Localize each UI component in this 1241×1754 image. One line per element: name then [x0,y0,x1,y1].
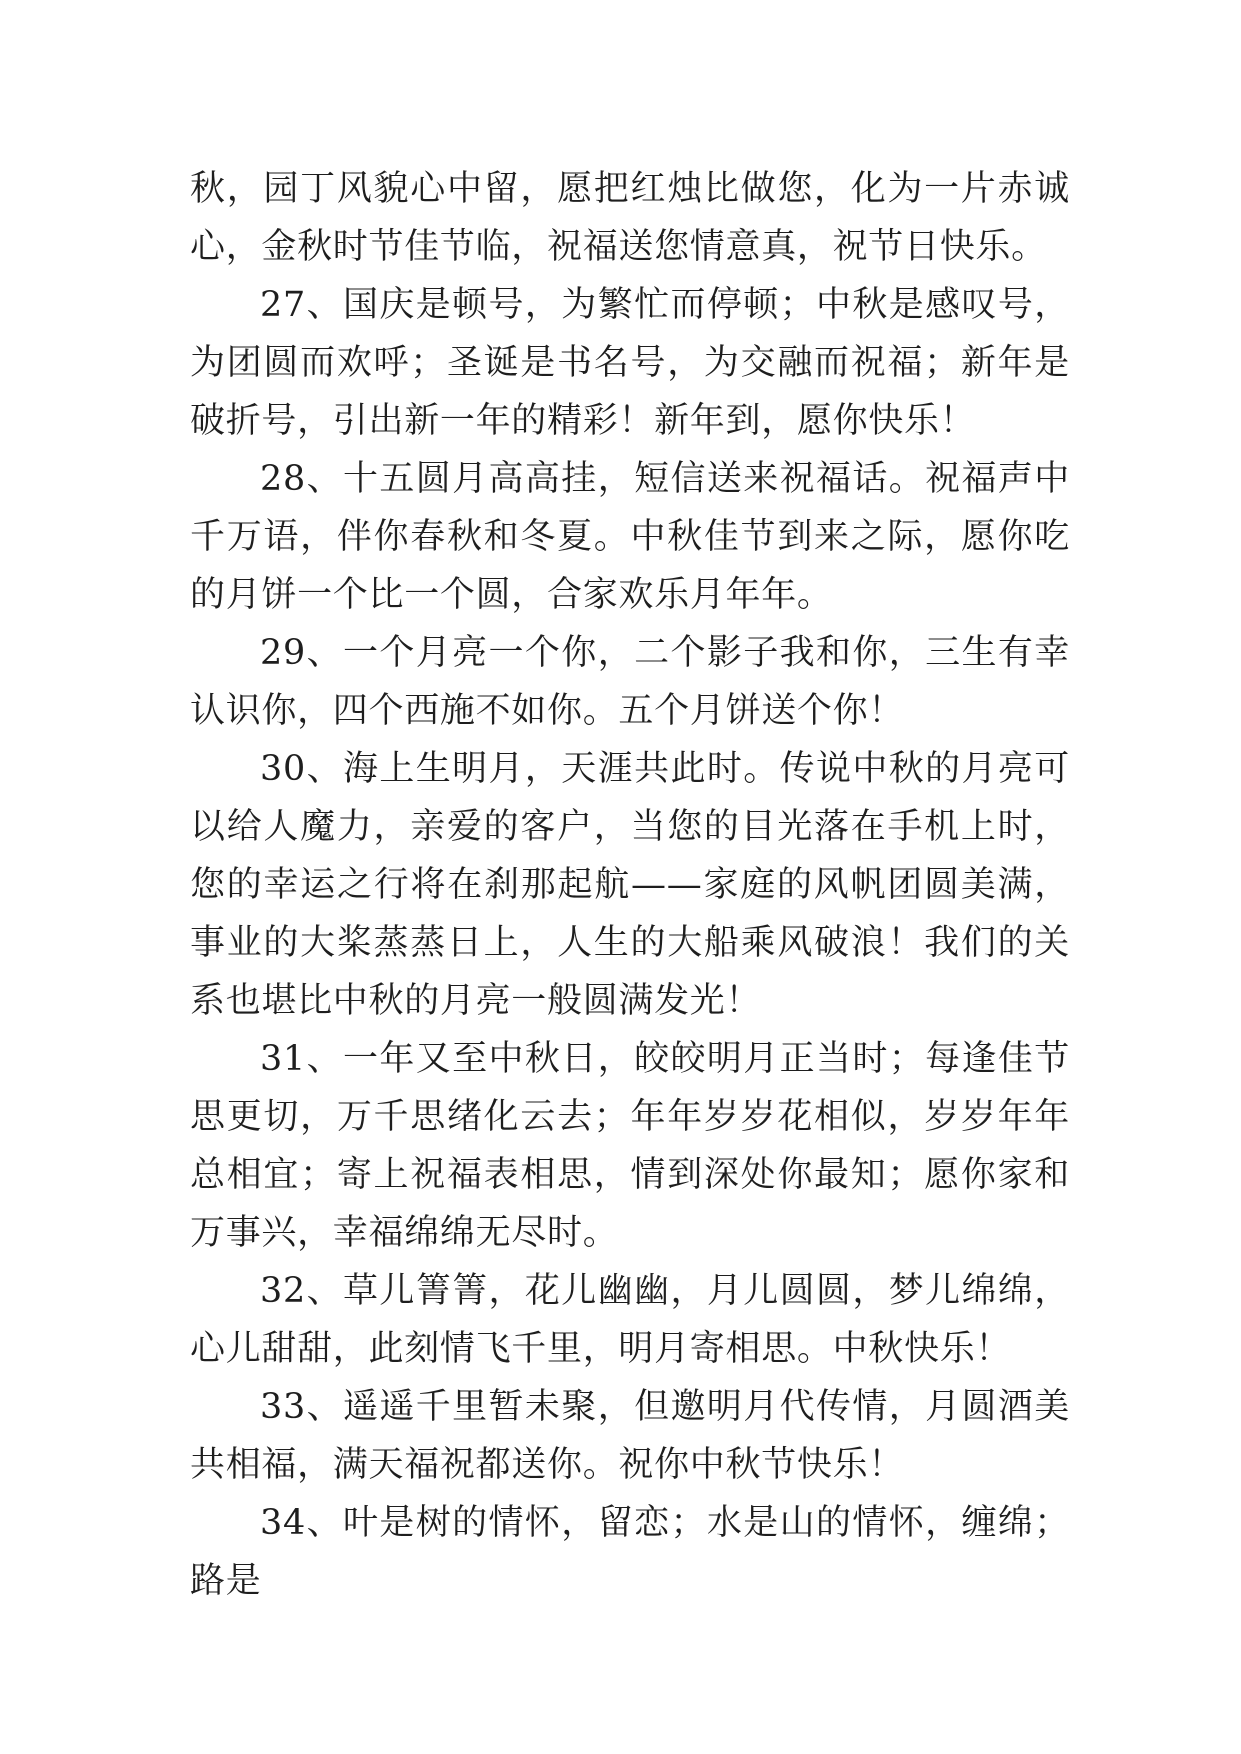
paragraph-item-28: 28、十五圆月高高挂，短信送来祝福话。祝福声中千万语，伴你春秋和冬夏。中秋佳节到来之际，愿你吃的月饼一个比一个圆，合家欢乐月年年。 [190,459,1070,615]
paragraph-continuation: 秋，园丁风貌心中留，愿把红烛比做您，化为一片赤诚心，金秋时节佳节临，祝福送您情意真，祝节日快乐。 [190,169,1070,267]
paragraph-item-33: 33、遥遥千里暂未聚，但邀明月代传情，月圆酒美共相福，满天福祝都送你。祝你中秋节快乐！ [190,1387,1070,1485]
paragraph-item-34: 34、叶是树的情怀，留恋；水是山的情怀，缠绵；路是 [190,1503,1070,1601]
paragraph-item-31: 31、一年又至中秋日，皎皎明月正当时；每逢佳节思更切，万千思绪化云去；年年岁岁花相似，岁岁年年总相宜；寄上祝福表相思，情到深处你最知；愿你家和万事兴，幸福绵绵无尽时。 [190,1039,1070,1253]
paragraph-item-30: 30、海上生明月，天涯共此时。传说中秋的月亮可以给人魔力，亲爱的客户，当您的目光落在手机上时，您的幸运之行将在刹那起航——家庭的风帆团圆美满，事业的大桨蒸蒸日上，人生的大船乘风破浪！我们的关系也堪比中秋的月亮一般圆满发光！ [190,749,1070,1021]
document-body [190,160,1070,1610]
paragraph-item-29: 29、一个月亮一个你，二个影子我和你，三生有幸认识你，四个西施不如你。五个月饼送个你！ [190,633,1070,731]
paragraph-item-27: 27、国庆是顿号，为繁忙而停顿；中秋是感叹号，为团圆而欢呼；圣诞是书名号，为交融而祝福；新年是破折号，引出新一年的精彩！新年到，愿你快乐！ [190,285,1070,441]
paragraph-item-32: 32、草儿箐箐，花儿幽幽，月儿圆圆，梦儿绵绵，心儿甜甜，此刻情飞千里，明月寄相思。中秋快乐！ [190,1271,1070,1369]
